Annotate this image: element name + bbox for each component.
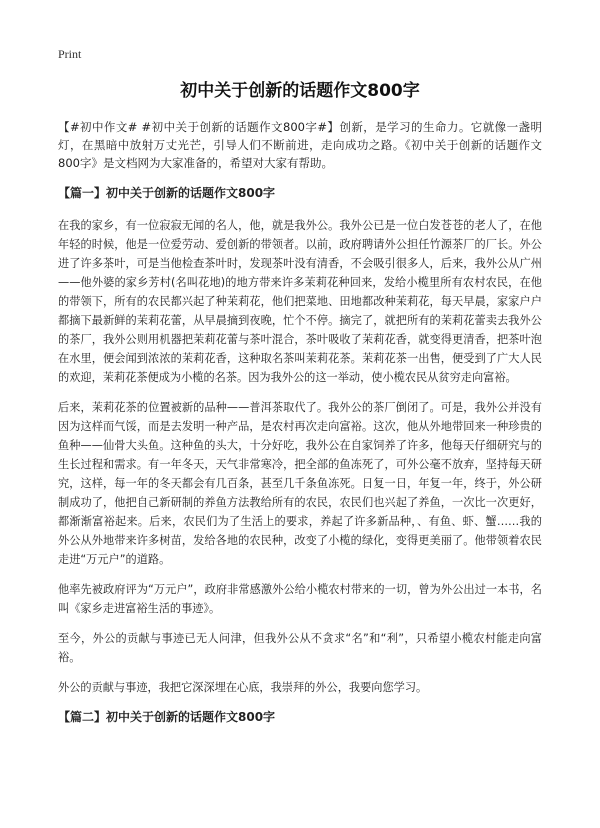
body-paragraph: 至今，外公的贡献与事迹已无人问津，但我外公从不贪求“名”和“利”，只希望小榄农村能走向富裕。 [58, 632, 542, 664]
section-heading-1: 【篇一】初中关于创新的话题作文800字 [58, 186, 276, 200]
body-paragraph: 后来，茉莉花茶的位置被新的品种——普洱茶取代了。我外公的茶厂倒闭了。可是，我外公并没有因为这样而气馁，而是去发明一种产品，是农村再次走向富裕。这次，他从外地带回来一种珍贵的鱼种——仙骨大头鱼。这种鱼的头大，十分好吃，我外公在自家饲养了许多，他每天仔细研究与的生长过程和需求。有一年冬天，天气非常寒冷，把全部的鱼冻死了，可外公毫不放弃，坚持每天研究，这样，每一年的冬天都会有几百条，甚至几千条鱼冻死。日复一日，年复一年，终于，外公研制成功了，他把自己新研制的养鱼方法教给所有的农民，农民们也兴起了养鱼，一次比一次更好，都渐渐富裕起来。后来，农民们为了生活上的要求，养起了许多新品种，、有鱼、虾、蟹……我的外公从外地带来许多树苗，发给各地的农民种，改变了小榄的绿化，变得更美丽了。他带领着农民走进“万元户”的道路。 [58, 401, 542, 566]
document-body [58, 118, 542, 740]
print-link[interactable]: Print [58, 47, 82, 61]
document-title: 初中关于创新的话题作文800字 [180, 81, 420, 101]
body-paragraph: 在我的家乡，有一位寂寂无闻的名人，他，就是我外公。我外公已是一位白发苍苍的老人了，在他年轻的时候，他是一位爱劳动、爱创新的带领者。以前，政府聘请外公担任竹源茶厂的厂长。外公进了许多茶叶，可是当他检查茶叶时，发现茶叶没有清香，不会吸引很多人，后来，我外公从广州——他外婆的家乡芳村(名叫花地)的地方带来许多茉莉花种回来，发给小榄里所有农村农民，在他的带领下，所有的农民都兴起了种茉莉花，他们把菜地、田地都改种茉莉花，每天早晨，家家户户都摘下最新鲜的茉莉花蕾，从早晨摘到夜晚，忙个不停。摘完了，就把所有的茉莉花蕾卖去我外公的茶厂，我外公则用机器把茉莉花蕾与茶叶混合，茶叶吸收了茉莉花香，就变得更清香，把茶叶泡在水里，便会闻到浓浓的茉莉花香，这种取名茶叫茉莉花茶。茉莉花茶一出售，便受到了广大人民的欢迎，茉莉花茶便成为小榄的名茶。因为我外公的这一举动，使小榄农民从贫穷走向富裕。 [58, 219, 542, 384]
body-paragraph: 他率先被政府评为“万元户”，政府非常感激外公给小榄农村带来的一切，曾为外公出过一本书，名叫《家乡走进富裕生活的事迹》。 [58, 583, 542, 615]
section-heading-2: 【篇二】初中关于创新的话题作文800字 [58, 710, 276, 724]
body-paragraph: 外公的贡献与事迹，我把它深深埋在心底，我崇拜的外公，我要向您学习。 [58, 681, 428, 694]
intro-paragraph: 【#初中作文# #初中关于创新的话题作文800字#】创新，是学习的生命力。它就像一盏明灯，在黑暗中放射万丈光芒，引导人们不断前进，走向成功之路。《初中关于创新的话题作文800字》是文档网为大家准备的，希望对大家有帮助。 [58, 120, 542, 170]
